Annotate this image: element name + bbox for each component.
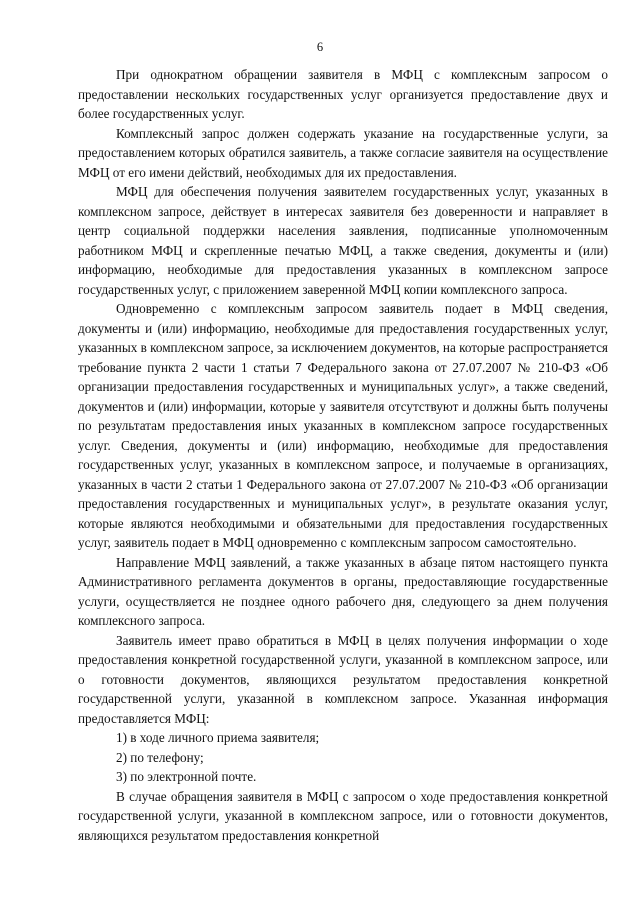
paragraph-complex-request-content: Комплексный запрос должен содержать указание на государственные услуги, за предоставлением которых обратился заявитель, а также согласие заявителя на осуществление МФЦ от его имени действий, необходимых для их предоставления.	[78, 125, 608, 180]
list-item-personal-visit: 1) в ходе личного приема заявителя;	[116, 730, 320, 745]
paragraph-mfc-obligations: МФЦ для обеспечения получения заявителем государственных услуг, указанных в комплексном запросе, действует в интересах заявителя без доверенности и направляет в центр социальной поддержки населения заявления, подписанные уполномоченным работником МФЦ и скрепленные печатью МФЦ, а также сведения, документы и (или) информацию, необходимые для предоставления указанных в комплексном запросе государственных услуг, с приложением заверенной МФЦ копии комплексного запроса.	[78, 184, 608, 297]
paragraph-complex-request-intro: При однократном обращении заявителя в МФЦ с комплексным запросом о предоставлении нескольких государственных услуг организуется предоставление двух и более государственных услуг.	[78, 67, 608, 121]
page-number: 6	[316, 40, 324, 54]
document-body	[78, 65, 608, 845]
paragraph-applicant-documents: Одновременно с комплексным запросом заявитель подает в МФЦ сведения, документы и (или) информацию, необходимые для предоставления государственных услуг, указанных в комплексном запросе, за исключением документов, на которые распространяется требование пункта 2 части 1 статьи 7 Федерального закона от 27.07.2007 № 210-ФЗ «Об организации предоставления государственных и муниципальных услуг», а также сведений, документов и (или) информации, которые у заявителя отсутствуют и должны быть получены по результатам предоставления иных указанных в комплексном запросе государственных услуг. Сведения, документы и (или) информацию, необходимые для предоставления государственных услуг, указанных в комплексном запросе, и получаемые в организациях, указанных в части 2 статьи 1 Федерального закона от 27.07.2007 № 210-ФЗ «Об организации предоставления государственных и муниципальных услуг», в результате оказания услуг, которые являются необходимыми и обязательными для предоставления государственных услуг, заявитель подает в МФЦ одновременно с комплексным запросом самостоятельно.	[78, 301, 608, 550]
paragraph-status-information: Заявитель имеет право обратиться в МФЦ в целях получения информации о ходе предоставления конкретной государственной услуги, указанной в комплексном запросе, или о готовности документов, являющихся результатом предоставления конкретной государственной услуги, указанной в комплексном запросе. Указанная информация предоставляется МФЦ:	[78, 632, 608, 726]
paragraph-submission-deadline: Направление МФЦ заявлений, а также указанных в абзаце пятом настоящего пункта Административного регламента документов в органы, предоставляющие государственные услуги, осуществляется не позднее одного рабочего дня, следующего за днем получения комплексного запроса.	[78, 554, 608, 628]
list-item-telephone: 2) по телефону;	[116, 749, 204, 765]
paragraph-status-request: В случае обращения заявителя в МФЦ с запросом о ходе предоставления конкретной государственной услуги, указанной в комплексном запросе, или о готовности документов, являющихся результатом предоставления конкретной	[78, 788, 608, 843]
list-item-email: 3) по электронной почте.	[116, 769, 257, 784]
